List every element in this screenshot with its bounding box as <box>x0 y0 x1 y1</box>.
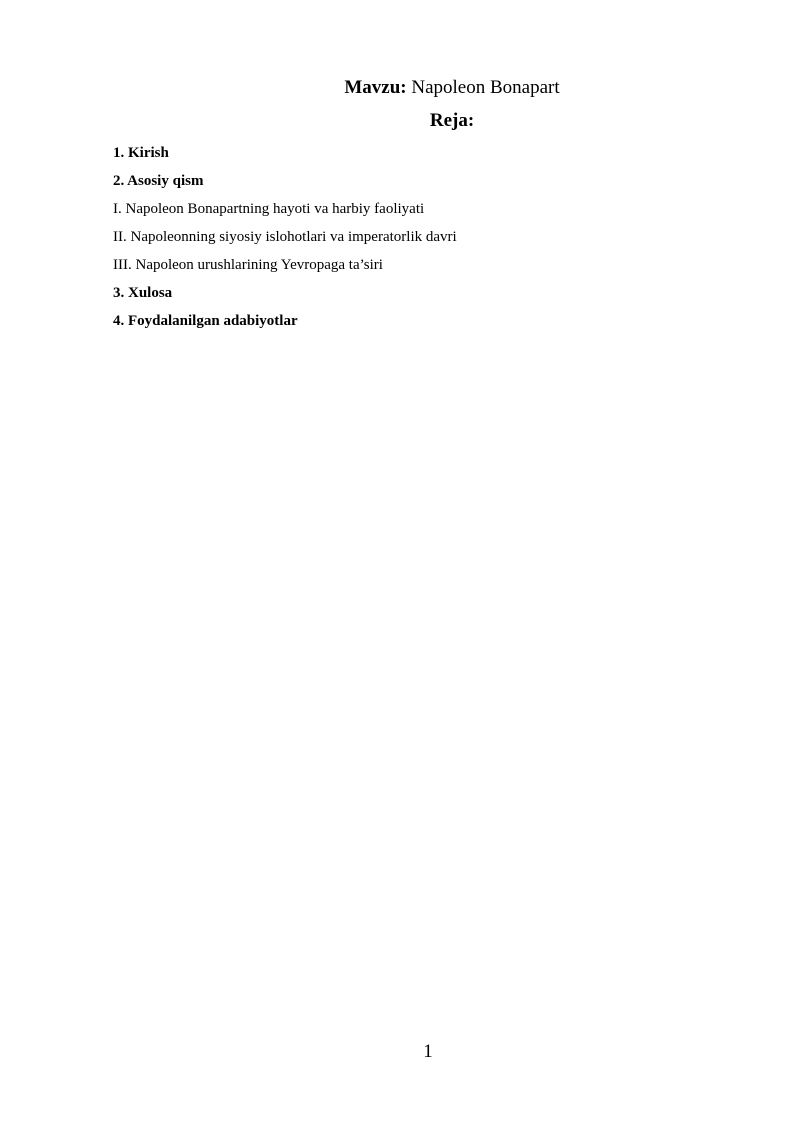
plan-subitem-life: I. Napoleon Bonapartning hayoti va harbiy faoliyati <box>113 201 425 217</box>
plan-item-intro: 1. Kirish <box>113 145 169 161</box>
plan-subitem-reforms: II. Napoleonning siyosiy islohotlari va imperatorlik davri <box>113 229 457 245</box>
plan-heading: Reja: <box>429 110 475 131</box>
plan-subitem-wars: III. Napoleon urushlarining Yevropaga ta’siri <box>113 257 383 273</box>
title-text: Napoleon Bonapart <box>411 77 560 98</box>
plan-item-conclusion: 3. Xulosa <box>113 285 173 301</box>
plan-item-references: 4. Foydalanilgan adabiyotlar <box>113 313 298 329</box>
document-title <box>100 76 800 100</box>
page-number: 1 <box>423 1041 433 1062</box>
title-label: Mavzu: <box>344 77 407 98</box>
plan-item-main-part: 2. Asosiy qism <box>113 173 204 189</box>
plan-list <box>113 139 457 335</box>
